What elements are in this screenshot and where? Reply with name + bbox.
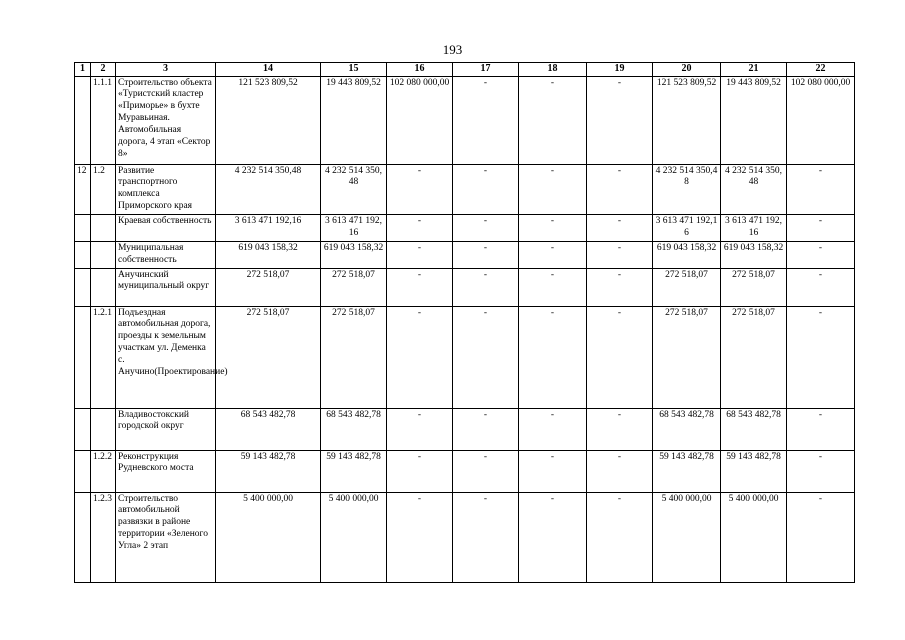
cell-15: 272 518,07 — [321, 306, 387, 408]
cell-17: - — [453, 268, 519, 306]
cell-16: - — [387, 306, 453, 408]
item-code: 1.2 — [91, 164, 116, 215]
cell-14: 121 523 809,52 — [216, 76, 321, 164]
cell-22: - — [787, 450, 855, 492]
cell-14: 5 400 000,00 — [216, 492, 321, 582]
cell-19: - — [587, 215, 653, 242]
cell-15: 5 400 000,00 — [321, 492, 387, 582]
table-row — [75, 408, 855, 450]
cell-21: 4 232 514 350,48 — [721, 164, 787, 215]
page-number: 193 — [442, 42, 463, 57]
item-name: Краевая собственность — [116, 215, 216, 242]
cell-19: - — [587, 164, 653, 215]
cell-20: 3 613 471 192,16 — [653, 215, 721, 242]
cell-18: - — [519, 268, 587, 306]
col-header: 22 — [787, 63, 855, 77]
cell-16: - — [387, 408, 453, 450]
cell-16: - — [387, 241, 453, 268]
cell-15: 4 232 514 350,48 — [321, 164, 387, 215]
cell-18: - — [519, 306, 587, 408]
row-number — [75, 76, 91, 164]
item-name: Анучинский муниципальный округ — [116, 268, 216, 306]
cell-21: 272 518,07 — [721, 268, 787, 306]
cell-17: - — [453, 450, 519, 492]
cell-14: 3 613 471 192,16 — [216, 215, 321, 242]
cell-15: 272 518,07 — [321, 268, 387, 306]
cell-20: 272 518,07 — [653, 306, 721, 408]
cell-19: - — [587, 268, 653, 306]
cell-21: 5 400 000,00 — [721, 492, 787, 582]
cell-15: 619 043 158,32 — [321, 241, 387, 268]
table-row — [75, 492, 855, 582]
header-row — [75, 63, 855, 77]
col-header: 2 — [91, 63, 116, 77]
cell-15: 19 443 809,52 — [321, 76, 387, 164]
cell-16: - — [387, 164, 453, 215]
cell-19: - — [587, 492, 653, 582]
cell-21: 68 543 482,78 — [721, 408, 787, 450]
cell-22: - — [787, 241, 855, 268]
table-row — [75, 164, 855, 215]
row-number — [75, 450, 91, 492]
cell-18: - — [519, 408, 587, 450]
row-number — [75, 268, 91, 306]
cell-19: - — [587, 76, 653, 164]
cell-20: 121 523 809,52 — [653, 76, 721, 164]
cell-17: - — [453, 306, 519, 408]
cell-19: - — [587, 408, 653, 450]
cell-22: - — [787, 164, 855, 215]
cell-15: 59 143 482,78 — [321, 450, 387, 492]
item-code: 1.1.1 — [91, 76, 116, 164]
item-code — [91, 215, 116, 242]
col-header: 19 — [587, 63, 653, 77]
cell-16: - — [387, 450, 453, 492]
table-row — [75, 450, 855, 492]
row-number — [75, 241, 91, 268]
table-row — [75, 268, 855, 306]
cell-17: - — [453, 492, 519, 582]
cell-20: 59 143 482,78 — [653, 450, 721, 492]
item-code: 1.2.1 — [91, 306, 116, 408]
cell-14: 619 043 158,32 — [216, 241, 321, 268]
cell-22: - — [787, 408, 855, 450]
cell-14: 4 232 514 350,48 — [216, 164, 321, 215]
cell-18: - — [519, 76, 587, 164]
item-name: Владивостокский городской округ — [116, 408, 216, 450]
cell-18: - — [519, 492, 587, 582]
cell-22: - — [787, 268, 855, 306]
col-header: 20 — [653, 63, 721, 77]
col-header: 16 — [387, 63, 453, 77]
row-number — [75, 492, 91, 582]
budget-table — [74, 62, 855, 583]
cell-15: 68 543 482,78 — [321, 408, 387, 450]
cell-21: 272 518,07 — [721, 306, 787, 408]
col-header: 21 — [721, 63, 787, 77]
cell-14: 68 543 482,78 — [216, 408, 321, 450]
cell-21: 619 043 158,32 — [721, 241, 787, 268]
cell-20: 272 518,07 — [653, 268, 721, 306]
cell-21: 19 443 809,52 — [721, 76, 787, 164]
item-name: Муниципальная собственность — [116, 241, 216, 268]
item-name: Развитие транспортного комплекса Приморского края — [116, 164, 216, 215]
item-code — [91, 241, 116, 268]
cell-22: - — [787, 215, 855, 242]
table-row — [75, 241, 855, 268]
cell-18: - — [519, 241, 587, 268]
table-row — [75, 306, 855, 408]
item-code: 1.2.3 — [91, 492, 116, 582]
cell-22: - — [787, 306, 855, 408]
cell-22: 102 080 000,00 — [787, 76, 855, 164]
cell-21: 59 143 482,78 — [721, 450, 787, 492]
cell-18: - — [519, 215, 587, 242]
cell-15: 3 613 471 192,16 — [321, 215, 387, 242]
cell-14: 59 143 482,78 — [216, 450, 321, 492]
cell-17: - — [453, 408, 519, 450]
cell-20: 5 400 000,00 — [653, 492, 721, 582]
cell-22: - — [787, 492, 855, 582]
table-row — [75, 215, 855, 242]
item-name: Строительство автомобильной развязки в районе территории «Зеленого Угла» 2 этап — [116, 492, 216, 582]
row-number — [75, 215, 91, 242]
cell-19: - — [587, 450, 653, 492]
cell-18: - — [519, 450, 587, 492]
col-header: 17 — [453, 63, 519, 77]
cell-14: 272 518,07 — [216, 306, 321, 408]
item-name: Реконструкция Рудневского моста — [116, 450, 216, 492]
cell-17: - — [453, 164, 519, 215]
table-row — [75, 76, 855, 164]
col-header: 3 — [116, 63, 216, 77]
cell-19: - — [587, 306, 653, 408]
row-number: 12 — [75, 164, 91, 215]
item-code: 1.2.2 — [91, 450, 116, 492]
row-number — [75, 408, 91, 450]
cell-17: - — [453, 215, 519, 242]
cell-16: 102 080 000,00 — [387, 76, 453, 164]
cell-20: 619 043 158,32 — [653, 241, 721, 268]
cell-17: - — [453, 76, 519, 164]
cell-14: 272 518,07 — [216, 268, 321, 306]
col-header: 14 — [216, 63, 321, 77]
item-code — [91, 268, 116, 306]
cell-18: - — [519, 164, 587, 215]
row-number — [75, 306, 91, 408]
col-header: 1 — [75, 63, 91, 77]
cell-20: 68 543 482,78 — [653, 408, 721, 450]
item-code — [91, 408, 116, 450]
col-header: 18 — [519, 63, 587, 77]
cell-20: 4 232 514 350,48 — [653, 164, 721, 215]
cell-19: - — [587, 241, 653, 268]
cell-21: 3 613 471 192,16 — [721, 215, 787, 242]
col-header: 15 — [321, 63, 387, 77]
cell-16: - — [387, 215, 453, 242]
cell-16: - — [387, 492, 453, 582]
item-name: Строительство объекта «Туристский кластер «Приморье» в бухте Муравьиная. Автомобильная дорога, 4 этап «Сектор 8» — [116, 76, 216, 164]
cell-17: - — [453, 241, 519, 268]
item-name: Подъездная автомобильная дорога, проезды к земельным участкам ул. Деменка с. Анучино(Проектирование) — [116, 306, 216, 408]
cell-16: - — [387, 268, 453, 306]
